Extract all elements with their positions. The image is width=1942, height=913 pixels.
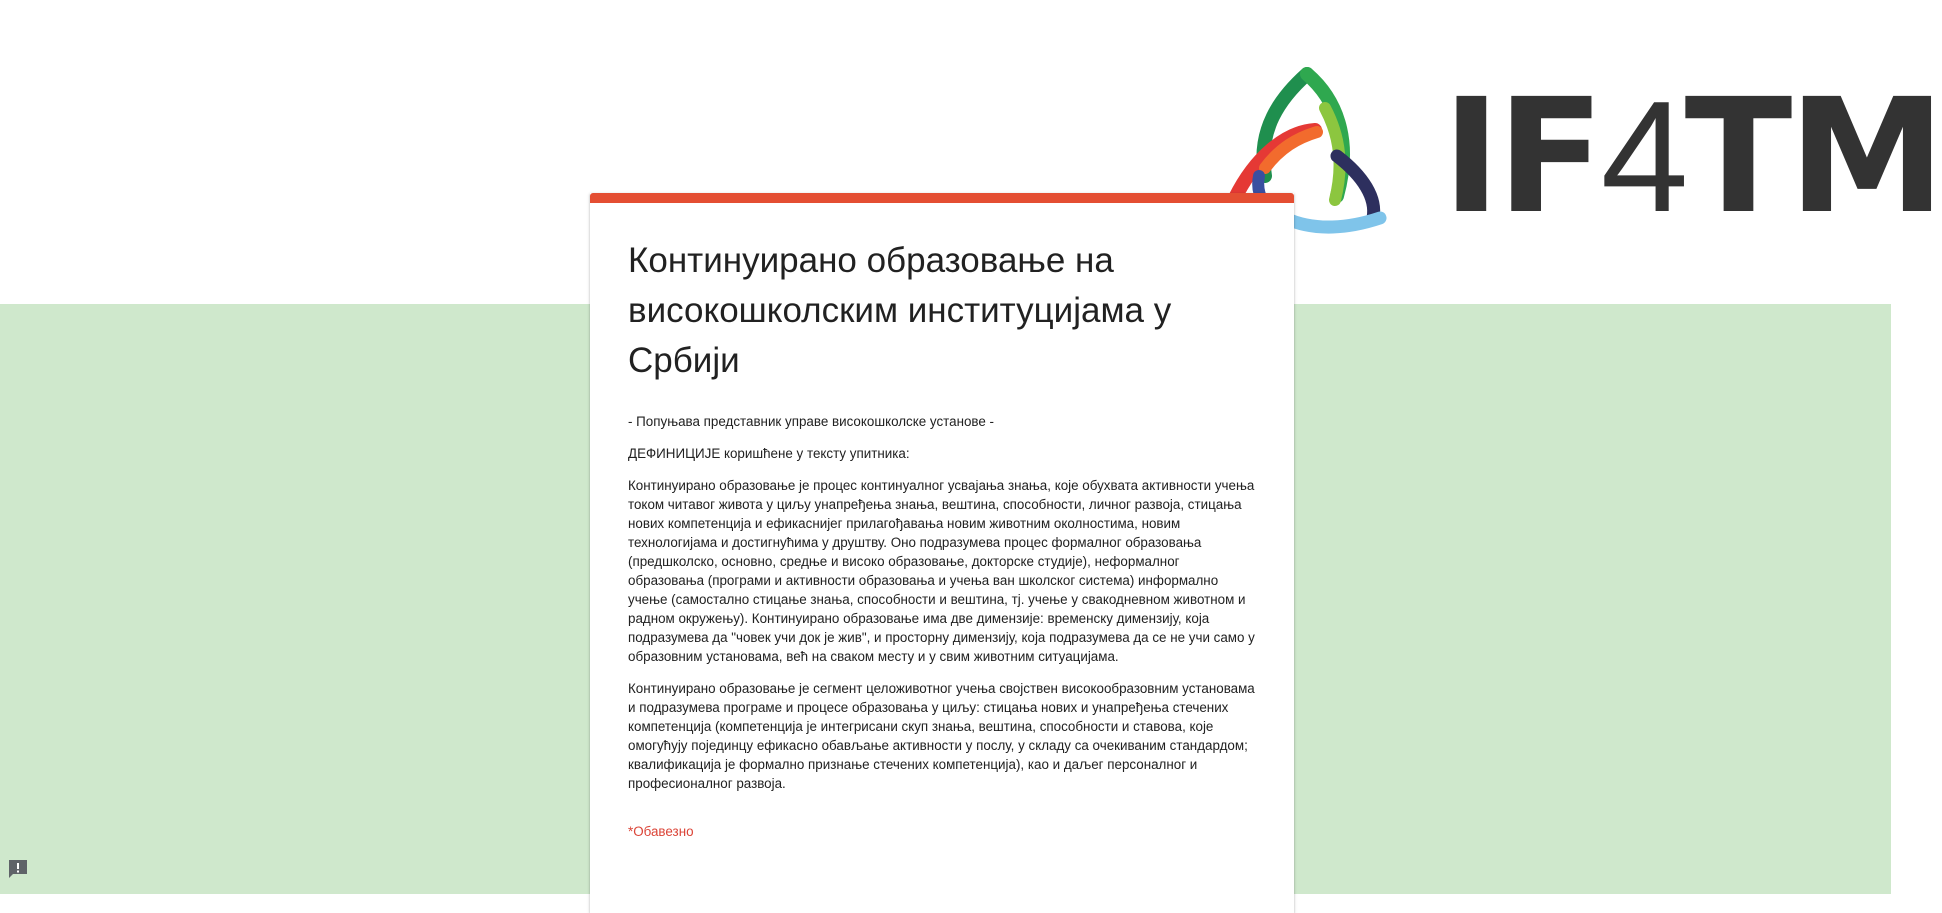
report-feedback-button[interactable] xyxy=(6,857,30,881)
form-header-card xyxy=(590,193,1294,913)
brand-logo xyxy=(1225,65,1942,249)
logo-text-suffix: TM xyxy=(1684,65,1942,249)
logo-text-digit: 4 xyxy=(1600,69,1685,245)
definitions-heading: ДЕФИНИЦИЈЕ коришћене у тексту упитника: xyxy=(628,446,910,461)
report-feedback-icon xyxy=(6,857,30,881)
logo-text-prefix: IF xyxy=(1442,65,1601,249)
form-title: Континуирано образовање на високошколским институцијама у Србији xyxy=(628,241,1172,380)
card-accent-bar xyxy=(590,193,1294,203)
definition-paragraph-1: Континуирано образовање је процес континуалног усвајања знања, које обухвата активности учења током читавог живота у циљу унапређења знања, вештина, способности, личног развоја, стицања нових компетенција и ефикаснијег прилагођавања новим животним околностима, новим технологијама и достигнућима у друштву. Оно подразумева процес формалног образовања (предшколско, основно, средње и високо образовање, докторске студије), неформалног образовања (програми и активности образовања и учења ван школског система) информално учење (самостално стицање знања, способности и вештина, тј. учење у свакодневном животном и радном окружењу). Континуирано образовање има две димензије: временску димензију, која подразумева да "човек учи док је жив", и просторну димензију, која подразумева да се не учи само у образовним установама, већ на сваком месту и у свим животним ситуацијама. xyxy=(628,478,1255,664)
card-body xyxy=(590,203,1294,841)
definition-paragraph-2: Континуирано образовање је сегмент целоживотног учења својствен високообразовним установама и подразумева програме и процесе образовања у циљу: стицања нових и унапређења стечених компетенција (компетенција је интегрисани скуп знања, вештина, способности и ставова, које омогућују појединцу ефикасно обављање активности у послу, у складу са очекиваним стандардом; квалификација је формално признање стечених компетенција), као и даљег персоналног и професионалног развоја. xyxy=(628,681,1255,791)
required-note: *Обавезно xyxy=(628,824,694,839)
logo-wordmark xyxy=(1442,65,1942,249)
form-subtitle: - Попуњава представник управе високошколске установе - xyxy=(628,414,995,429)
